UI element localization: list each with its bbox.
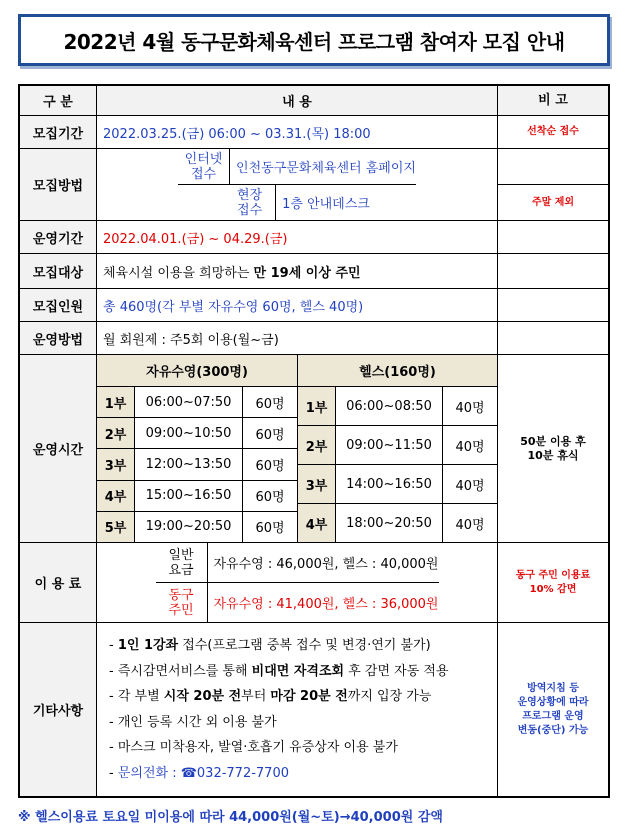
gym-schedule-row: [298, 465, 497, 504]
row-period: [20, 116, 608, 149]
period-note: 선착순 접수: [527, 126, 579, 137]
onsite-note: 주말 제외: [531, 196, 575, 208]
etc-list: [97, 623, 498, 796]
table-header: [20, 86, 608, 116]
gym-schedule-title: 헬스(160명): [298, 355, 497, 387]
fee-resident-value: 자유수영 : 41,400원, 헬스 : 36,000원: [213, 597, 439, 612]
fee-general-label: 일반 요금: [156, 543, 208, 582]
operation-period-value: 2022.04.01.(금) ~ 04.29.(금): [97, 221, 498, 253]
method-notes: [498, 149, 608, 220]
gym-schedule-part: 2부: [298, 426, 336, 464]
swim-schedule-cap: 60명: [255, 490, 285, 506]
footnote: ※ 헬스이용료 토요일 미이용에 따라 44,000원(월~토)→40,000원 감액: [18, 810, 443, 825]
operation-method-label: 운영방법: [20, 322, 97, 354]
etc-item: - 1인 1강좌 접수(프로그램 중복 접수 및 변경·연기 불가): [109, 638, 431, 653]
capacity-note: [498, 289, 608, 321]
swim-schedule-part: 4부: [97, 481, 135, 511]
row-fee: [20, 543, 608, 623]
swim-schedule-title: 자유수영(300명): [97, 355, 297, 387]
gym-schedule: [297, 355, 497, 542]
swim-schedule-cap: 60명: [255, 396, 285, 412]
header-note: 비 고: [498, 86, 608, 115]
etc-item: - 각 부별 시작 20분 전부터 마감 20분 전까지 입장 가능: [109, 689, 432, 704]
swim-schedule-cap: 60명: [255, 459, 285, 474]
gym-schedule-time: 09:00~11:50: [336, 426, 443, 464]
swim-schedule-part: 5부: [97, 512, 135, 542]
etc-note: 방역지침 등 운영상황에 따라 프로그램 운영 변동(중단) 가능: [517, 682, 589, 736]
swim-schedule-row: [97, 449, 297, 480]
swim-schedule-cap: 60명: [255, 521, 285, 537]
method-internet: [178, 149, 416, 185]
internet-label: 인터넷 접수: [178, 149, 230, 184]
schedule-label: 운영시간: [20, 355, 97, 542]
swim-schedule-part: 3부: [97, 449, 135, 479]
etc-label: 기타사항: [20, 623, 97, 796]
internet-note: [498, 149, 608, 185]
fee-resident-label: 동구 주민: [156, 583, 208, 622]
fee-sub: [97, 543, 498, 622]
method-sub: [97, 149, 498, 220]
swim-schedule-row: [97, 512, 297, 542]
fee-note: 동구 주민 이용료 10% 감면: [515, 569, 591, 595]
swim-schedule: [97, 355, 297, 542]
gym-schedule-row: [298, 387, 497, 426]
swim-schedule-part: 2부: [97, 418, 135, 448]
schedule-note: 50분 이용 후 10분 휴식: [520, 434, 586, 462]
schedule-tables: [97, 355, 498, 542]
gym-schedule-time: 18:00~20:50: [336, 504, 443, 542]
target-note: [498, 254, 608, 288]
swim-schedule-row: [97, 481, 297, 512]
notice-table: [18, 84, 610, 798]
fee-general-value: 자유수영 : 46,000원, 헬스 : 40,000원: [213, 557, 439, 572]
method-label: 모집방법: [20, 149, 97, 220]
target-bold: 만 19세 이상 주민: [253, 265, 361, 281]
swim-schedule-row: [97, 418, 297, 449]
fee-label: 이 용 료: [20, 543, 97, 622]
operation-method-value: 월 회원제 : 주5회 이용(월~금): [97, 322, 498, 354]
fee-resident: [156, 583, 439, 622]
gym-schedule-part: 3부: [298, 465, 336, 503]
swim-schedule-time: 06:00~07:50: [135, 387, 243, 417]
row-capacity: [20, 289, 608, 322]
target-label: 모집대상: [20, 254, 97, 288]
swim-schedule-part: 1부: [97, 387, 135, 417]
gym-schedule-cap: 40명: [455, 400, 485, 416]
operation-period-note: [498, 221, 608, 253]
row-etc: [20, 623, 608, 796]
header-content: 내 용: [97, 86, 498, 115]
capacity-label: 모집인원: [20, 289, 97, 321]
swim-schedule-row: [97, 387, 297, 418]
gym-schedule-cap: 40명: [455, 517, 485, 533]
period-label: 모집기간: [20, 116, 97, 148]
operation-period-label: 운영기간: [20, 221, 97, 253]
swim-schedule-time: 09:00~10:50: [135, 418, 243, 448]
contact-phone[interactable]: 문의전화 : ☎032-772-7700: [117, 765, 289, 781]
row-operation-period: [20, 221, 608, 254]
swim-schedule-cap: 60명: [255, 427, 285, 443]
row-method: [20, 149, 608, 221]
swim-schedule-time: 12:00~13:50: [135, 449, 243, 479]
target-prefix: 체육시설 이용을 희망하는: [103, 265, 254, 281]
internet-value: 인천동구문화체육센터 홈페이지: [236, 161, 416, 176]
onsite-label: 현장 접수: [224, 185, 276, 220]
gym-schedule-cap: 40명: [455, 439, 485, 455]
swim-schedule-time: 19:00~20:50: [135, 512, 243, 542]
row-schedule: [20, 355, 608, 543]
gym-schedule-time: 14:00~16:50: [336, 465, 443, 503]
swim-schedule-time: 15:00~16:50: [135, 481, 243, 511]
gym-schedule-cap: 40명: [455, 478, 485, 494]
gym-schedule-time: 06:00~08:50: [336, 387, 443, 425]
etc-contact: - 문의전화 : ☎032-772-7700: [109, 765, 289, 781]
gym-schedule-part: 4부: [298, 504, 336, 542]
row-operation-method: [20, 322, 608, 355]
target-value: [97, 254, 498, 288]
onsite-value: 1층 안내데스크: [282, 197, 370, 212]
operation-method-note: [498, 322, 608, 354]
gym-schedule-part: 1부: [298, 387, 336, 425]
etc-item: - 개인 등록 시간 외 이용 불가: [109, 714, 277, 730]
method-onsite: [224, 185, 370, 220]
etc-item: - 즉시감면서비스를 통해 비대면 자격조회 후 감면 자동 적용: [109, 663, 449, 679]
header-category: 구 분: [20, 86, 97, 115]
row-target: [20, 254, 608, 289]
capacity-value: 총 460명(각 부별 자유수영 60명, 헬스 40명): [97, 289, 498, 321]
etc-item: - 마스크 미착용자, 발열·호흡기 유증상자 이용 불가: [109, 740, 398, 755]
period-value: 2022.03.25.(금) 06:00 ~ 03.31.(목) 18:00: [97, 116, 498, 148]
page-title: 2022년 4월 동구문화체육센터 프로그램 참여자 모집 안내: [18, 14, 610, 66]
gym-schedule-row: [298, 504, 497, 542]
gym-schedule-row: [298, 426, 497, 465]
fee-general: [156, 543, 439, 583]
